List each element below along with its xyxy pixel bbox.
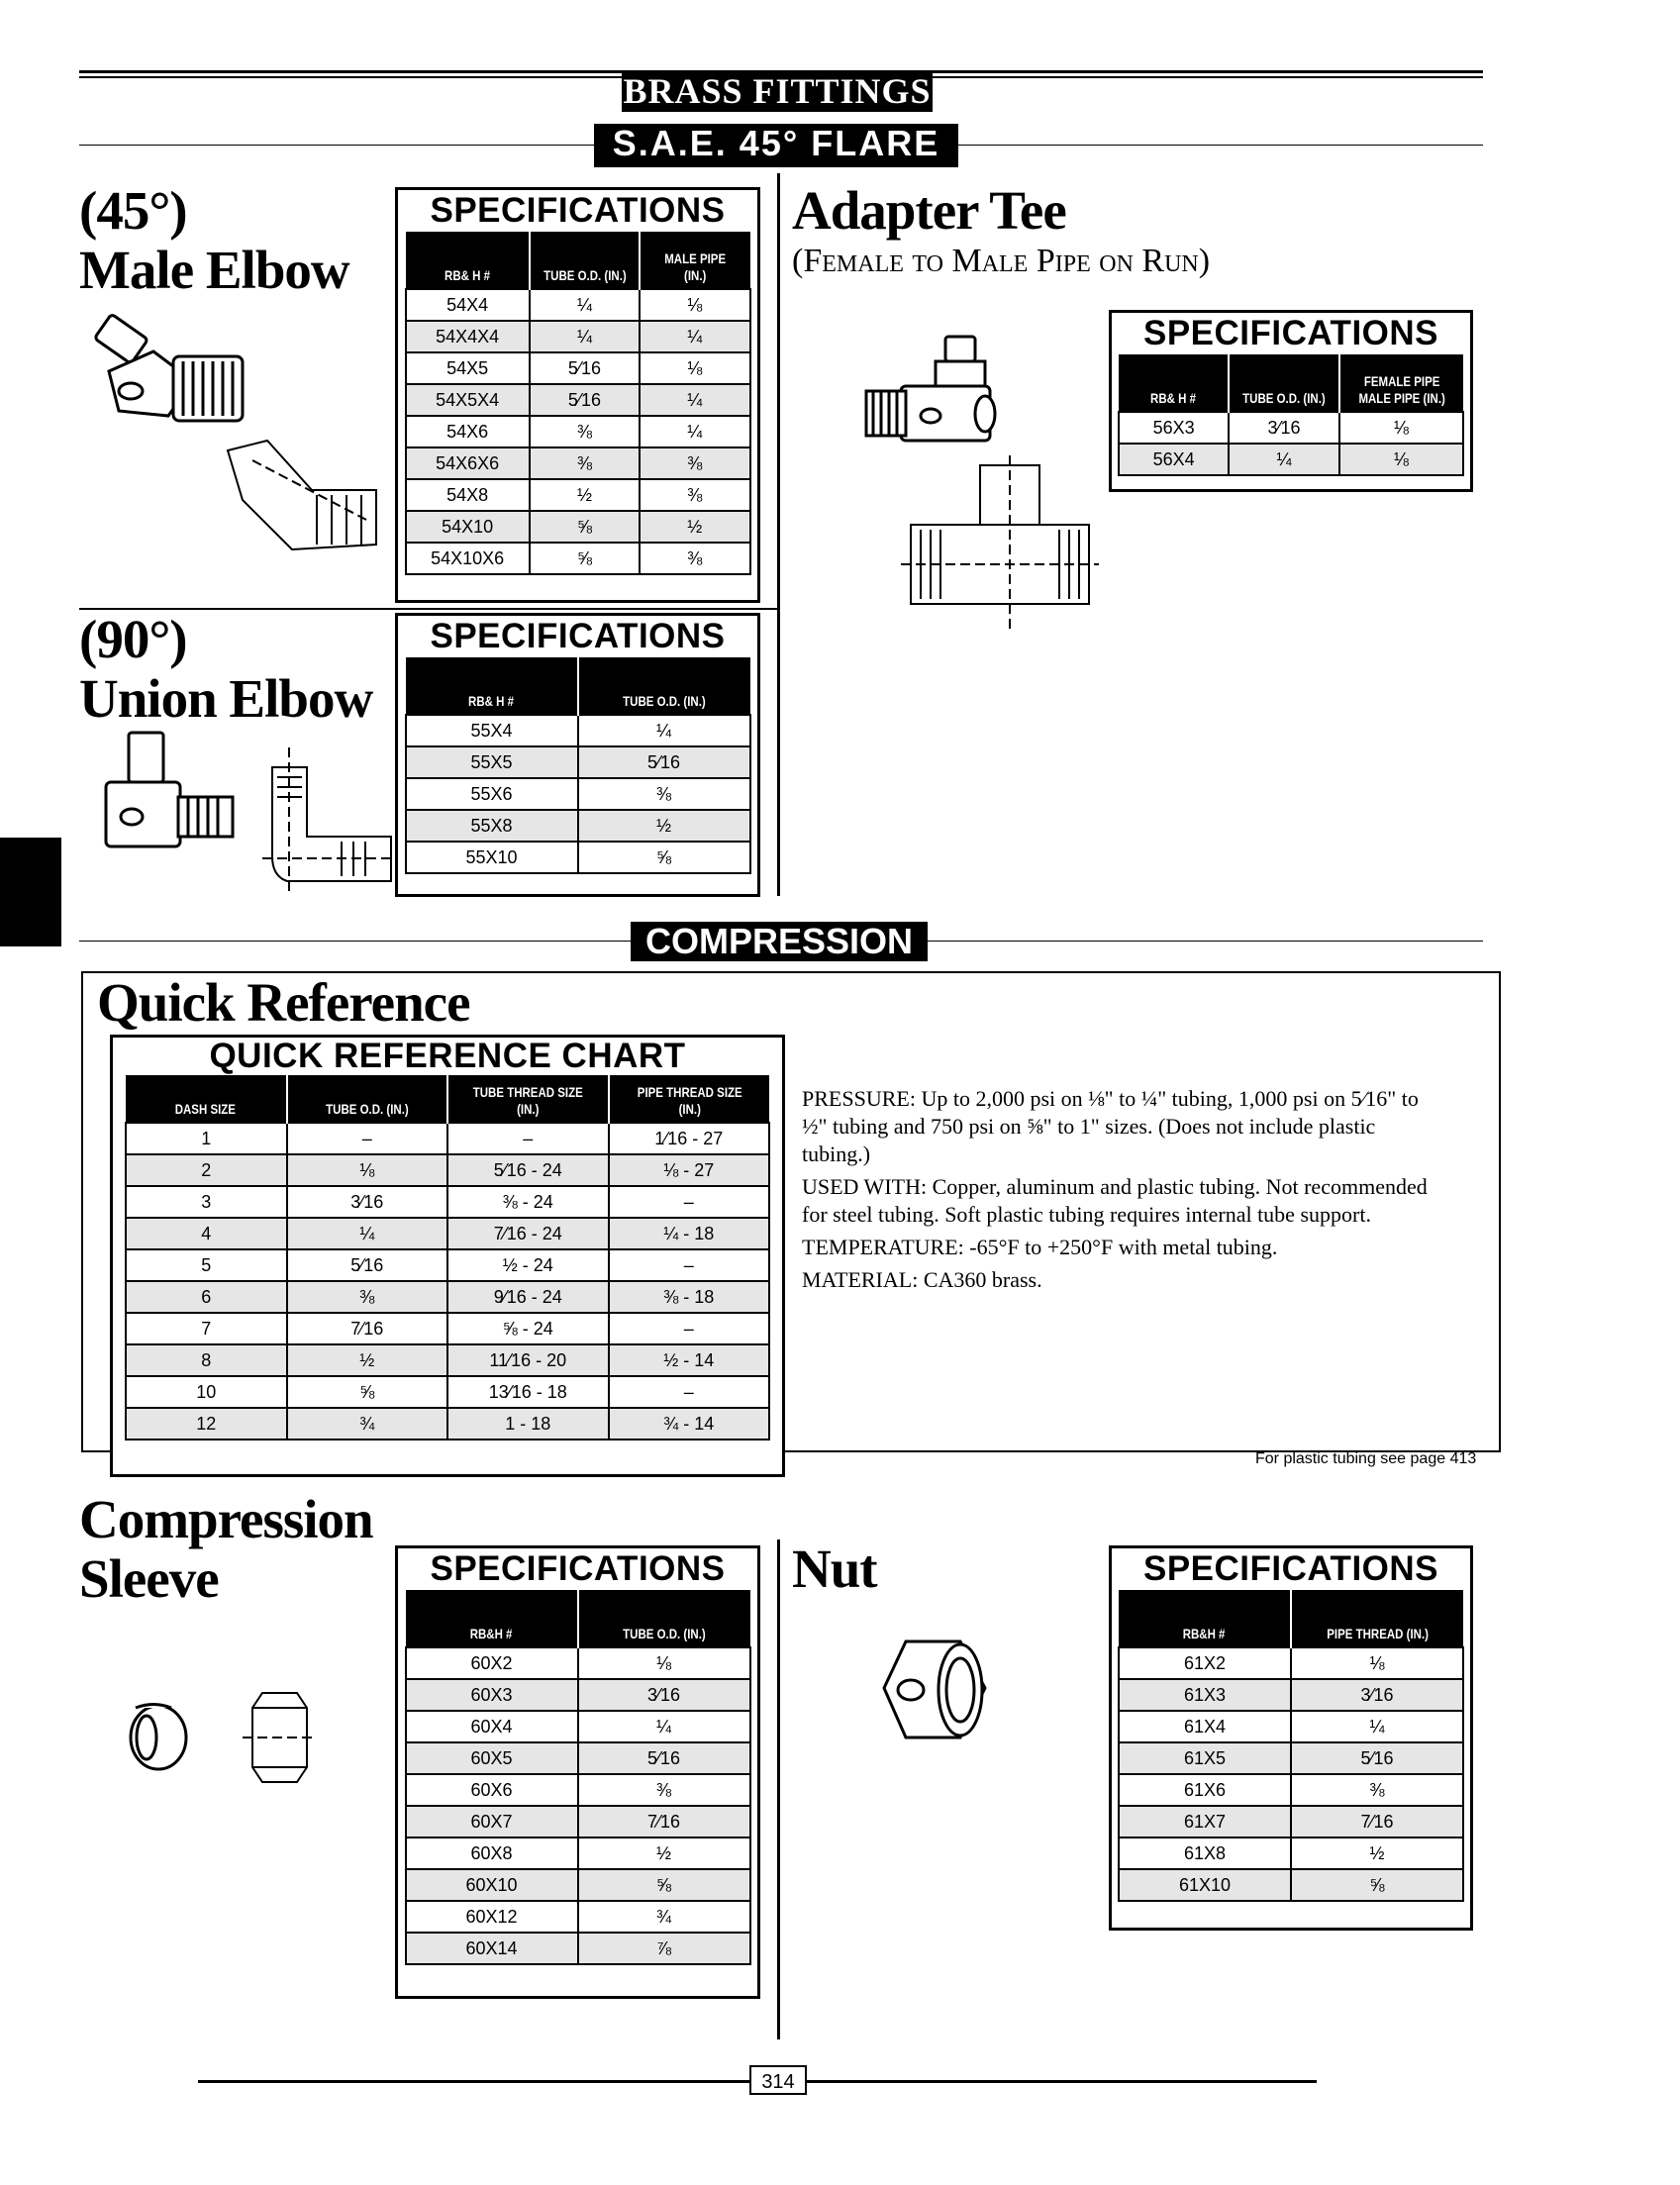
table-cell: ½: [530, 479, 640, 511]
table-cell: ⅜: [530, 416, 640, 447]
table-cell: ⅝: [1291, 1869, 1463, 1901]
header-cell: TUBE O.D. (IN.): [530, 232, 640, 289]
note-used-with: USED WITH: Copper, aluminum and plastic tubing. Not recommended for steel tubing. Soft plastic tubing requires internal tube support.: [802, 1174, 1428, 1227]
quick-reference-body: [126, 1123, 769, 1440]
nut-title: Nut: [792, 1539, 877, 1599]
table-cell: 60X14: [406, 1933, 578, 1964]
table-row: [126, 1344, 769, 1376]
table-cell: ¼: [1291, 1711, 1463, 1742]
male-elbow-photo: [94, 314, 243, 421]
table-row: [1119, 1647, 1463, 1679]
table-row: [406, 1742, 750, 1774]
table-cell: ⅝: [578, 1869, 750, 1901]
table-cell: 60X4: [406, 1711, 578, 1742]
table-row: [406, 479, 750, 511]
union-elbow-spec-title: SPECIFICATIONS: [430, 617, 726, 655]
table-row: [406, 416, 750, 447]
union-elbow-spec-body: [406, 715, 750, 873]
table-row: [1119, 444, 1463, 475]
male-elbow-spec-body: [406, 289, 750, 574]
table-row: [406, 543, 750, 574]
table-cell: ⅝: [530, 543, 640, 574]
table-cell: ⅜ - 18: [609, 1281, 770, 1313]
table-cell: 5⁄16: [530, 384, 640, 416]
nut-illustration: [876, 1634, 995, 1752]
note-temperature: TEMPERATURE: -65°F to +250°F with metal tubing.: [802, 1235, 1278, 1259]
header-cell: RB& H #: [406, 232, 530, 289]
nut-spec-table: [1118, 1590, 1464, 1902]
table-cell: ⅜: [287, 1281, 448, 1313]
compression-title-banner: COMPRESSION: [631, 922, 928, 961]
sleeve-photo: [131, 1705, 186, 1770]
table-row: [1119, 1742, 1463, 1774]
table-row: [406, 1806, 750, 1837]
quick-reference-chart-title: QUICK REFERENCE CHART: [209, 1037, 686, 1075]
table-cell: 5⁄16: [578, 1742, 750, 1774]
table-cell: ¼: [640, 384, 749, 416]
section-title-banner: BRASS FITTINGS: [623, 71, 932, 111]
table-cell: ⅜: [640, 543, 749, 574]
table-cell: ⅛: [1339, 444, 1463, 475]
table-cell: ⅝: [578, 842, 750, 873]
union-elbow-section: [262, 747, 401, 891]
table-row: [406, 746, 750, 778]
table-cell: 61X8: [1119, 1837, 1291, 1869]
table-row: [126, 1249, 769, 1281]
quick-reference-chart-box: [110, 1035, 785, 1477]
table-row: [406, 447, 750, 479]
table-cell: ⅞: [578, 1933, 750, 1964]
table-cell: 1 - 18: [447, 1408, 609, 1440]
table-cell: ¼: [578, 715, 750, 746]
adapter-tee-section: [901, 455, 1099, 629]
header-cell: RB& H #: [406, 657, 578, 715]
table-row: [126, 1408, 769, 1440]
table-cell: 54X5X4: [406, 384, 530, 416]
header-cell: TUBE O.D. (IN.): [1229, 354, 1338, 412]
table-cell: –: [609, 1186, 770, 1218]
table-cell: ⅛: [1339, 412, 1463, 444]
table-cell: 54X8: [406, 479, 530, 511]
side-tab: [0, 838, 61, 946]
table-row: [406, 778, 750, 810]
compression-sleeve-spec-table: [405, 1590, 751, 1965]
male-elbow-spec-box: [395, 187, 760, 603]
header-cell: TUBE O.D. (IN.): [578, 657, 750, 715]
table-cell: –: [609, 1249, 770, 1281]
union-elbow-title-line1: (90°): [79, 609, 187, 669]
table-cell: –: [609, 1313, 770, 1344]
table-cell: 3⁄16: [578, 1679, 750, 1711]
quick-reference-title: Quick Reference: [97, 972, 470, 1033]
compression-sleeve-spec-title: SPECIFICATIONS: [430, 1549, 726, 1588]
table-cell: 61X5: [1119, 1742, 1291, 1774]
table-row: [1119, 1774, 1463, 1806]
union-elbow-photo: [106, 733, 233, 846]
table-row: [406, 810, 750, 842]
table-cell: 10: [126, 1376, 287, 1408]
table-cell: ⅝: [530, 511, 640, 543]
table-cell: 54X10: [406, 511, 530, 543]
table-cell: 54X4: [406, 289, 530, 321]
table-cell: ¼: [640, 321, 749, 352]
table-cell: –: [287, 1123, 448, 1154]
table-cell: 1⁄16 - 27: [609, 1123, 770, 1154]
compression-sleeve-title-line1: Compression: [79, 1489, 373, 1549]
table-cell: 60X3: [406, 1679, 578, 1711]
table-cell: 7⁄16: [578, 1806, 750, 1837]
table-row: [126, 1376, 769, 1408]
table-row: [406, 715, 750, 746]
table-row: [126, 1313, 769, 1344]
table-cell: 55X4: [406, 715, 578, 746]
header-cell: RB& H #: [1119, 354, 1229, 412]
table-cell: ¼: [640, 416, 749, 447]
table-cell: ⅛: [287, 1154, 448, 1186]
table-row: [1119, 1711, 1463, 1742]
table-row: [406, 1869, 750, 1901]
table-cell: 1: [126, 1123, 287, 1154]
table-row: [406, 384, 750, 416]
table-cell: 61X4: [1119, 1711, 1291, 1742]
compression-sleeve-illustration: [114, 1683, 322, 1792]
note-pressure: PRESSURE: Up to 2,000 psi on ⅛" to ¼" tubing, 1,000 psi on 5⁄16" to ½" tubing and 750 psi on ⅝" to 1" sizes. (Does not include plastic tubing.): [802, 1086, 1419, 1166]
table-cell: 61X10: [1119, 1869, 1291, 1901]
male-elbow-illustration: [79, 312, 396, 609]
table-cell: ½: [1291, 1837, 1463, 1869]
table-cell: ¼: [287, 1218, 448, 1249]
header-cell: PIPE THREAD SIZE (IN.): [609, 1075, 770, 1123]
table-cell: 5: [126, 1249, 287, 1281]
table-cell: –: [609, 1376, 770, 1408]
table-cell: 54X6X6: [406, 447, 530, 479]
table-row: [1119, 1679, 1463, 1711]
table-row: [406, 1837, 750, 1869]
table-cell: ½: [578, 1837, 750, 1869]
table-cell: 9⁄16 - 24: [447, 1281, 609, 1313]
adapter-tee-subtitle: (Female to Male Pipe on Run): [792, 243, 1211, 279]
male-elbow-spec-title: SPECIFICATIONS: [430, 191, 726, 230]
table-row: [406, 289, 750, 321]
table-cell: 60X2: [406, 1647, 578, 1679]
table-cell: 61X3: [1119, 1679, 1291, 1711]
table-row: [406, 321, 750, 352]
table-row: [406, 1774, 750, 1806]
compression-sleeve-spec-body: [406, 1647, 750, 1964]
male-elbow-section: [228, 441, 376, 549]
lower-column-divider: [777, 1539, 780, 2039]
table-cell: 12: [126, 1408, 287, 1440]
quick-reference-notes: [802, 1085, 1435, 1299]
table-cell: ⅝ - 24: [447, 1313, 609, 1344]
table-row: [1119, 1806, 1463, 1837]
table-cell: ¾: [578, 1901, 750, 1933]
male-elbow-spec-table: [405, 232, 751, 575]
table-cell: ¼: [578, 1711, 750, 1742]
table-cell: ½: [578, 810, 750, 842]
table-cell: 60X5: [406, 1742, 578, 1774]
adapter-tee-title: Adapter Tee: [792, 180, 1066, 241]
table-row: [406, 1679, 750, 1711]
table-cell: 5⁄16: [578, 746, 750, 778]
header-cell: TUBE THREAD SIZE (IN.): [447, 1075, 609, 1123]
table-cell: 7⁄16: [287, 1313, 448, 1344]
table-cell: 5⁄16: [287, 1249, 448, 1281]
union-elbow-spec-table: [405, 657, 751, 874]
table-cell: ¼: [1229, 444, 1338, 475]
table-cell: ¼ - 18: [609, 1218, 770, 1249]
compression-sleeve-spec-box: [395, 1545, 760, 1999]
table-cell: 60X12: [406, 1901, 578, 1933]
table-cell: ½: [287, 1344, 448, 1376]
table-cell: ½: [640, 511, 749, 543]
table-cell: ¼: [530, 321, 640, 352]
header-cell: RB&H #: [406, 1590, 578, 1647]
adapter-tee-spec-box: [1109, 310, 1473, 492]
compression-sleeve-title-line2: Sleeve: [79, 1548, 219, 1609]
table-cell: ⅜: [1291, 1774, 1463, 1806]
table-cell: ⅛: [578, 1647, 750, 1679]
table-cell: 56X3: [1119, 412, 1229, 444]
adapter-tee-spec-title: SPECIFICATIONS: [1142, 314, 1439, 352]
table-cell: 13⁄16 - 18: [447, 1376, 609, 1408]
table-cell: 3⁄16: [1291, 1679, 1463, 1711]
table-cell: ¼: [530, 289, 640, 321]
adapter-tee-illustration: [861, 327, 1099, 634]
table-cell: 3⁄16: [287, 1186, 448, 1218]
sleeve-section: [243, 1693, 317, 1782]
table-cell: 60X6: [406, 1774, 578, 1806]
header-cell: DASH SIZE: [126, 1075, 287, 1123]
table-cell: ⅜: [530, 447, 640, 479]
nut-spec-body: [1119, 1647, 1463, 1901]
table-row: [406, 1933, 750, 1964]
table-cell: 3: [126, 1186, 287, 1218]
table-cell: 2: [126, 1154, 287, 1186]
table-cell: 7⁄16: [1291, 1806, 1463, 1837]
note-material: MATERIAL: CA360 brass.: [802, 1267, 1042, 1292]
header-cell: TUBE O.D. (IN.): [287, 1075, 448, 1123]
table-cell: ⅜: [640, 479, 749, 511]
adapter-tee-spec-table: [1118, 354, 1464, 476]
table-cell: 3⁄16: [1229, 412, 1338, 444]
table-cell: 60X8: [406, 1837, 578, 1869]
male-elbow-title-line1: (45°): [79, 180, 187, 241]
table-row: [406, 511, 750, 543]
table-cell: 54X5: [406, 352, 530, 384]
table-cell: 7: [126, 1313, 287, 1344]
table-cell: 55X6: [406, 778, 578, 810]
table-cell: 56X4: [1119, 444, 1229, 475]
table-cell: 55X8: [406, 810, 578, 842]
header-cell: FEMALE PIPE MALE PIPE (IN.): [1339, 354, 1463, 412]
table-cell: 55X10: [406, 842, 578, 873]
table-cell: 61X6: [1119, 1774, 1291, 1806]
adapter-tee-spec-body: [1119, 412, 1463, 475]
table-cell: ⅛: [1291, 1647, 1463, 1679]
table-row: [126, 1281, 769, 1313]
table-cell: 54X4X4: [406, 321, 530, 352]
table-cell: ⅜: [578, 1774, 750, 1806]
table-cell: ⅛: [640, 289, 749, 321]
page-number: 314: [749, 2065, 807, 2095]
nut-spec-title: SPECIFICATIONS: [1142, 1549, 1439, 1588]
table-cell: 60X10: [406, 1869, 578, 1901]
table-row: [406, 842, 750, 873]
table-cell: ⅜ - 24: [447, 1186, 609, 1218]
table-row: [406, 1711, 750, 1742]
table-cell: 54X6: [406, 416, 530, 447]
table-cell: ½ - 24: [447, 1249, 609, 1281]
table-row: [126, 1186, 769, 1218]
table-cell: ¾: [287, 1408, 448, 1440]
table-row: [406, 1647, 750, 1679]
table-cell: 6: [126, 1281, 287, 1313]
header-cell: TUBE O.D. (IN.): [578, 1590, 750, 1647]
table-cell: 7⁄16 - 24: [447, 1218, 609, 1249]
union-elbow-title-line2: Union Elbow: [79, 668, 373, 729]
table-cell: 11⁄16 - 20: [447, 1344, 609, 1376]
adapter-tee-photo: [866, 337, 995, 441]
table-cell: ½ - 14: [609, 1344, 770, 1376]
table-cell: 54X10X6: [406, 543, 530, 574]
header-cell: MALE PIPE (IN.): [640, 232, 749, 289]
nut-photo: [884, 1641, 985, 1738]
header-cell: RB&H #: [1119, 1590, 1291, 1647]
table-row: [126, 1123, 769, 1154]
table-row: [1119, 412, 1463, 444]
table-cell: ¾ - 14: [609, 1408, 770, 1440]
table-cell: 5⁄16: [530, 352, 640, 384]
quick-reference-table: [125, 1075, 770, 1440]
table-cell: ⅝: [287, 1376, 448, 1408]
table-row: [406, 1901, 750, 1933]
table-cell: 8: [126, 1344, 287, 1376]
subsection-title-banner: S.A.E. 45° FLARE: [594, 124, 958, 167]
table-row: [126, 1218, 769, 1249]
table-cell: 4: [126, 1218, 287, 1249]
table-cell: 61X2: [1119, 1647, 1291, 1679]
male-elbow-title-line2: Male Elbow: [79, 240, 349, 300]
table-cell: ⅜: [578, 778, 750, 810]
union-elbow-spec-box: [395, 613, 760, 897]
table-cell: ⅛: [640, 352, 749, 384]
table-row: [1119, 1869, 1463, 1901]
table-cell: 55X5: [406, 746, 578, 778]
upper-column-divider: [777, 173, 780, 896]
table-cell: 60X7: [406, 1806, 578, 1837]
table-cell: ⅛ - 27: [609, 1154, 770, 1186]
table-cell: 5⁄16: [1291, 1742, 1463, 1774]
plastic-tubing-footnote: For plastic tubing see page 413: [1255, 1450, 1477, 1467]
table-row: [406, 352, 750, 384]
table-row: [1119, 1837, 1463, 1869]
table-cell: 5⁄16 - 24: [447, 1154, 609, 1186]
nut-spec-box: [1109, 1545, 1473, 1931]
header-cell: PIPE THREAD (IN.): [1291, 1590, 1463, 1647]
table-cell: ⅜: [640, 447, 749, 479]
table-cell: 61X7: [1119, 1806, 1291, 1837]
union-elbow-illustration: [94, 728, 401, 896]
table-cell: –: [447, 1123, 609, 1154]
table-row: [126, 1154, 769, 1186]
